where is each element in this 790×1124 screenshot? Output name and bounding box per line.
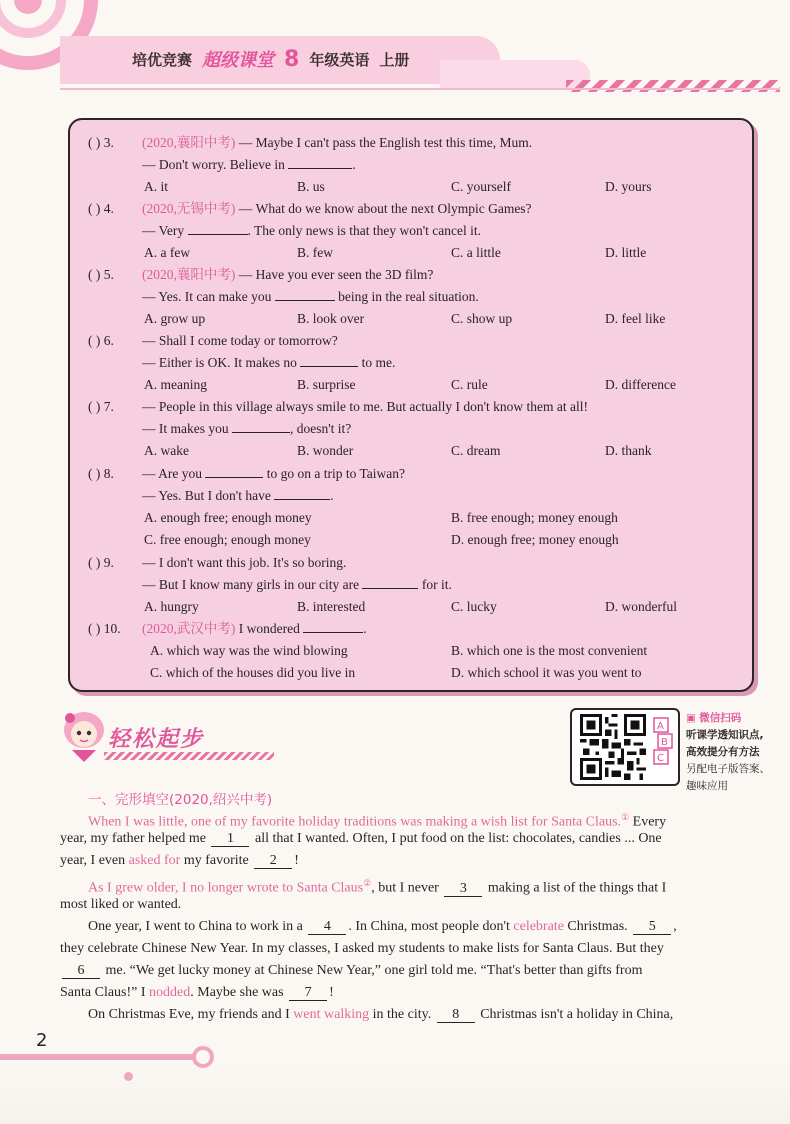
option: C. free enough; enough money xyxy=(144,532,311,547)
question-7-stem: ( ) 7. — People in this village always smile to me. But actually I don't know them at all! xyxy=(88,399,588,414)
cloze-gap: 3 xyxy=(444,881,482,897)
header-stripes xyxy=(566,80,780,92)
option: D. enough free; money enough xyxy=(451,532,619,547)
question-6-line2: — Either is OK. It makes no to me. xyxy=(142,355,396,370)
option: A. a few xyxy=(144,245,191,260)
option: B. which one is the most convenient xyxy=(451,643,648,658)
question-7-line2: — It makes you , doesn't it? xyxy=(142,421,352,436)
book-subject: 年级英语 xyxy=(309,50,370,69)
option: B. wonder xyxy=(297,443,354,458)
cloze-gap: 2 xyxy=(254,853,292,869)
abc-blocks-icon xyxy=(652,716,674,778)
option: C. yourself xyxy=(451,179,511,194)
option: D. difference xyxy=(605,377,676,392)
book-grade-number: 8 xyxy=(284,46,300,72)
book-volume: 上册 xyxy=(379,50,410,69)
cloze-title: 一、完形填空(2020,绍兴中考) xyxy=(88,792,273,808)
qr-scan-icon: ▣ xyxy=(686,712,696,724)
question-3-line2: — Don't worry. Believe in . xyxy=(142,157,356,172)
passage-line: Santa Claus!” I nodded. Maybe she was 7 ! xyxy=(60,985,334,1000)
footer-ring xyxy=(192,1046,214,1068)
question-3-stem: ( ) 3. (2020,襄阳中考) — Maybe I can't pass the English test this time, Mum. xyxy=(88,135,533,150)
passage-line: On Christmas Eve, my friends and I went walking in the city. 8 Christmas isn't a holiday in China, xyxy=(88,1007,674,1022)
answer-blank xyxy=(188,221,248,235)
question-source: (2020,武汉中考) xyxy=(142,621,236,636)
option: B. surprise xyxy=(297,377,356,392)
qr-code-icon[interactable] xyxy=(580,714,646,780)
question-source: (2020,无锡中考) xyxy=(142,201,236,216)
question-6-stem: ( ) 6. — Shall I come today or tomorrow? xyxy=(88,333,338,348)
question-9-stem: ( ) 9. — I don't want this job. It's so boring. xyxy=(88,555,347,570)
book-title xyxy=(132,44,409,74)
section-title-stripes xyxy=(104,752,274,760)
option: D. little xyxy=(605,245,647,260)
answer-blank xyxy=(300,353,358,367)
option: D. feel like xyxy=(605,311,666,326)
cloze-gap: 6 xyxy=(62,963,100,979)
option: C. lucky xyxy=(451,599,497,614)
passage-line: 6 me. “We get lucky money at Chinese New Year,” one girl told me. “That's better than gifts from xyxy=(60,960,728,982)
question-8-stem: ( ) 8. — Are you to go on a trip to Taiwan? xyxy=(88,466,406,481)
answer-blank xyxy=(232,419,290,433)
option: C. which of the houses did you live in xyxy=(150,665,356,680)
option: A. hungry xyxy=(144,599,199,614)
passage-line: year, my father helped me 1 all that I wanted. Often, I put food on the list: chocolates, candies ... One xyxy=(60,831,662,846)
book-brand: 超级课堂 xyxy=(202,50,275,71)
answer-blank xyxy=(205,464,263,478)
option: C. a little xyxy=(451,245,501,260)
question-source: (2020,襄阳中考) xyxy=(142,267,236,282)
question-9-line2: — But I know many girls in our city are for it. xyxy=(142,577,452,592)
footer-rule xyxy=(0,1054,196,1060)
option: A. grow up xyxy=(144,311,206,326)
option: A. meaning xyxy=(144,377,207,392)
option: B. look over xyxy=(297,311,365,326)
svg-text:A: A xyxy=(657,721,664,732)
svg-text:B: B xyxy=(661,737,668,748)
option: B. few xyxy=(297,245,333,260)
cloze-gap: 5 xyxy=(633,919,671,935)
option: D. which school it was you went to xyxy=(451,665,642,680)
option: D. wonderful xyxy=(605,599,677,614)
answer-blank xyxy=(288,155,352,169)
cloze-gap: 8 xyxy=(437,1007,475,1023)
cloze-gap: 1 xyxy=(211,831,249,847)
book-series: 培优竞赛 xyxy=(132,50,193,69)
option: C. dream xyxy=(451,443,501,458)
svg-text:C: C xyxy=(657,753,664,764)
passage-line: most liked or wanted. xyxy=(60,897,182,912)
passage-line: When I was little, one of my favorite holiday traditions was making a wish list for Santa Claus.① Every xyxy=(88,812,667,830)
option: D. yours xyxy=(605,179,652,194)
answer-blank xyxy=(303,619,363,633)
option: C. rule xyxy=(451,377,488,392)
question-5-line2: — Yes. It can make you being in the real situation. xyxy=(142,289,479,304)
header-rule xyxy=(60,88,780,90)
option: A. wake xyxy=(144,443,189,458)
passage-line: they celebrate Chinese New Year. In my classes, I asked my students to make lists for Santa Claus. But they xyxy=(60,941,664,956)
page-number: 2 xyxy=(36,1030,48,1051)
question-source: (2020,襄阳中考) xyxy=(142,135,236,150)
cloze-gap: 4 xyxy=(308,919,346,935)
cloze-gap: 7 xyxy=(289,985,327,1001)
question-8-line2: — Yes. But I don't have . xyxy=(142,488,334,503)
option: A. which way was the wind blowing xyxy=(150,643,348,658)
question-4-stem: ( ) 4. (2020,无锡中考) — What do we know about the next Olympic Games? xyxy=(88,201,532,216)
footer-dot xyxy=(124,1072,133,1081)
answer-blank xyxy=(275,287,335,301)
option: A. enough free; enough money xyxy=(144,510,312,525)
answer-blank xyxy=(274,486,330,500)
option: C. show up xyxy=(451,311,513,326)
passage-line: One year, I went to China to work in a 4 . In China, most people don't celebrate Christmas. 5 , xyxy=(88,919,677,934)
section-title: 轻松起步 xyxy=(108,727,205,752)
passage-line: As I grew older, I no longer wrote to Santa Claus②, but I never 3 making a list of the things that I xyxy=(88,878,667,896)
cartoon-girl-icon xyxy=(60,708,108,764)
option: B. us xyxy=(297,179,325,194)
footer-bg xyxy=(0,1060,790,1124)
question-5-stem: ( ) 5. (2020,襄阳中考) — Have you ever seen the 3D film? xyxy=(88,267,434,282)
question-4-line2: — Very . The only news is that they won't cancel it. xyxy=(142,223,482,238)
option: B. free enough; money enough xyxy=(451,510,618,525)
option: B. interested xyxy=(297,599,366,614)
qr-caption: ▣ 微信扫码 听课学透知识点, 高效提分有方法 另配电子版答案、 趣味应用 xyxy=(686,712,770,792)
answer-blank xyxy=(362,575,418,589)
passage-line: year, I even asked for my favorite 2 ! xyxy=(60,853,299,868)
question-10-stem: ( ) 10. (2020,武汉中考) I wondered . xyxy=(88,621,367,636)
option: A. it xyxy=(144,179,169,194)
option: D. thank xyxy=(605,443,652,458)
